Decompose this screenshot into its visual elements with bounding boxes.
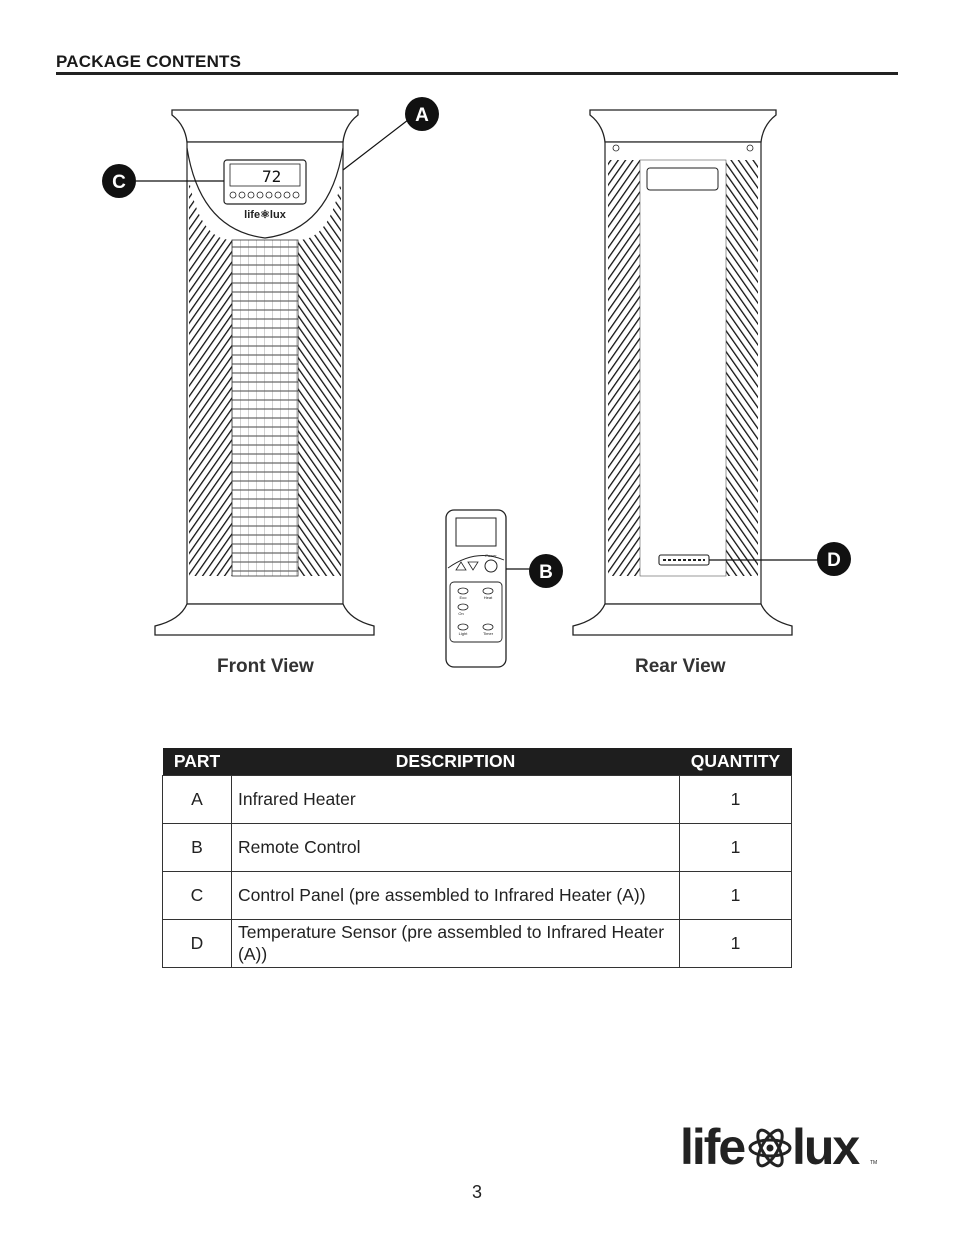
table-row xyxy=(163,824,792,872)
callout-a-label: A xyxy=(415,105,429,126)
cell-description: Temperature Sensor (pre assembled to Infrared Heater (A)) xyxy=(232,920,680,968)
callout-c-label: C xyxy=(112,172,126,193)
product-illustration xyxy=(0,90,954,710)
cell-quantity: 1 xyxy=(680,920,792,968)
front-top-cap xyxy=(172,110,358,142)
svg-text:Light: Light xyxy=(458,631,468,636)
svg-text:Eco: Eco xyxy=(459,595,467,600)
cell-quantity: 1 xyxy=(680,776,792,824)
front-view-label: Front View xyxy=(217,656,314,677)
svg-text:Power: Power xyxy=(485,553,497,558)
remote-control xyxy=(446,510,506,667)
front-grille-right xyxy=(298,180,341,576)
callout-d-label: D xyxy=(827,550,841,571)
cell-part: A xyxy=(163,776,232,824)
front-display-readout: 72 xyxy=(262,167,282,186)
front-center-vents xyxy=(232,240,298,576)
package-contents-table xyxy=(162,748,792,968)
cell-description: Remote Control xyxy=(232,824,680,872)
rear-view-label: Rear View xyxy=(635,656,726,677)
rear-base xyxy=(573,604,792,635)
svg-text:lux: lux xyxy=(792,1119,859,1175)
page-number: 3 xyxy=(471,1182,482,1202)
cell-part: D xyxy=(163,920,232,968)
header-description: DESCRIPTION xyxy=(232,748,680,776)
header-quantity: QUANTITY xyxy=(680,748,792,776)
rear-handle xyxy=(647,168,718,190)
svg-text:TM: TM xyxy=(870,1160,878,1166)
atom-icon xyxy=(750,1127,790,1170)
svg-text:life: life xyxy=(680,1119,745,1175)
cell-quantity: 1 xyxy=(680,824,792,872)
rear-top-cap xyxy=(590,110,776,142)
cell-part: B xyxy=(163,824,232,872)
cell-part: C xyxy=(163,872,232,920)
table-row xyxy=(163,872,792,920)
lifelux-logo xyxy=(680,1112,880,1182)
cell-description: Infrared Heater xyxy=(232,776,680,824)
svg-text:Timer: Timer xyxy=(482,631,494,636)
title-rule xyxy=(56,72,898,75)
callout-b-label: B xyxy=(539,562,553,583)
front-view-heater xyxy=(155,110,374,635)
section-title: PACKAGE CONTENTS xyxy=(56,52,242,71)
rear-grille-left xyxy=(608,160,640,576)
front-brand-mark: life⚛lux xyxy=(244,209,286,221)
remote-screen xyxy=(456,518,496,546)
rear-view-heater xyxy=(573,110,792,635)
svg-text:Heat: Heat xyxy=(483,595,493,600)
table-row xyxy=(163,776,792,824)
table-header-row xyxy=(163,748,792,776)
cell-quantity: 1 xyxy=(680,872,792,920)
table-row xyxy=(163,920,792,968)
front-grille-left xyxy=(189,180,232,576)
header-part: PART xyxy=(163,748,232,776)
remote-power-button xyxy=(485,560,497,572)
rear-grille-right xyxy=(726,160,758,576)
svg-text:On: On xyxy=(458,611,464,616)
cell-description: Control Panel (pre assembled to Infrared Heater (A)) xyxy=(232,872,680,920)
front-base xyxy=(155,604,374,635)
